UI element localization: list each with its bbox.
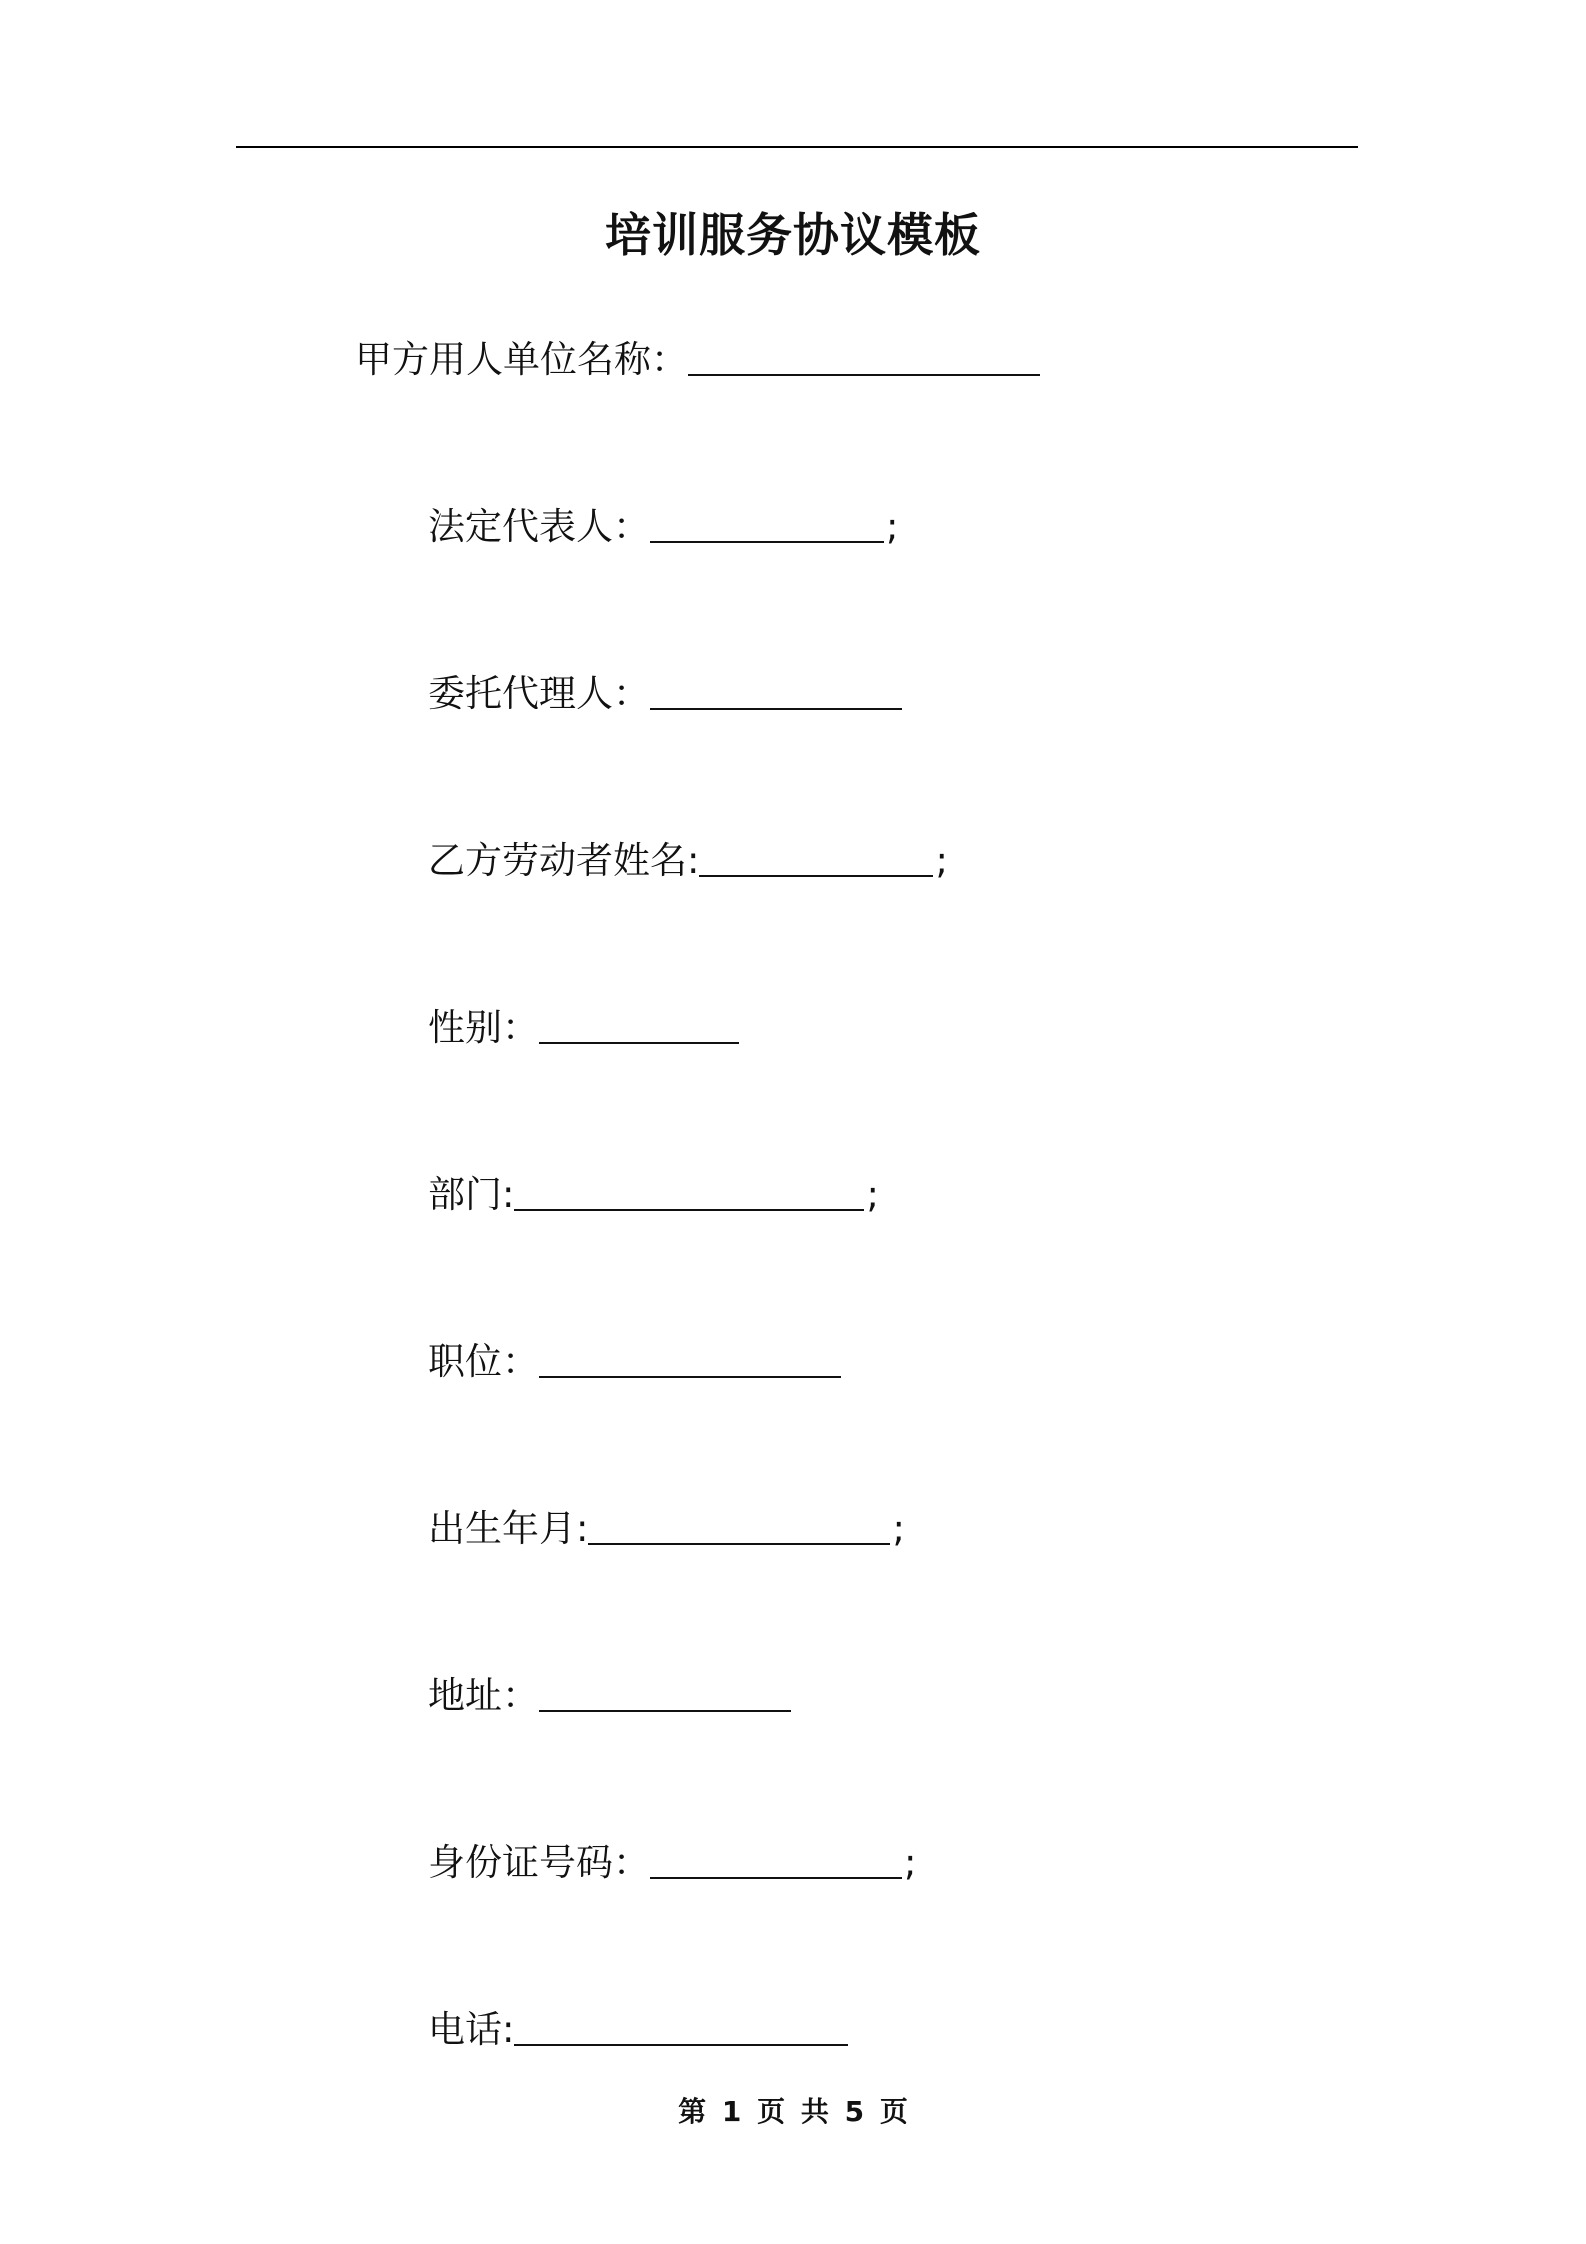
fill-blank[interactable] bbox=[699, 874, 933, 877]
field-party-a-name bbox=[355, 335, 1042, 385]
field-department bbox=[428, 1170, 879, 1220]
field-label: 地址： bbox=[428, 1674, 539, 1717]
field-birth-date bbox=[428, 1504, 905, 1554]
field-label: 乙方劳动者姓名: bbox=[428, 839, 700, 882]
fill-blank[interactable] bbox=[688, 373, 1040, 376]
fill-blank[interactable] bbox=[539, 1709, 791, 1712]
field-position bbox=[428, 1337, 843, 1387]
field-suffix: ; bbox=[866, 1173, 879, 1216]
field-address bbox=[428, 1671, 793, 1721]
field-label: 职位： bbox=[428, 1340, 539, 1383]
fill-blank[interactable] bbox=[650, 540, 884, 543]
fill-blank[interactable] bbox=[539, 1041, 739, 1044]
field-label: 出生年月: bbox=[428, 1507, 589, 1550]
document-title: 培训服务协议模板 bbox=[605, 208, 981, 262]
field-label: 电话: bbox=[428, 2008, 515, 2051]
header-rule bbox=[236, 146, 1358, 148]
field-label: 法定代表人： bbox=[428, 505, 650, 548]
field-label: 委托代理人： bbox=[428, 672, 650, 715]
field-suffix: ; bbox=[886, 505, 899, 548]
fill-blank[interactable] bbox=[650, 1876, 902, 1879]
fill-blank[interactable] bbox=[514, 2043, 848, 2046]
field-legal-representative bbox=[428, 502, 898, 552]
field-label: 甲方用人单位名称： bbox=[355, 338, 688, 381]
page-number-footer: 第 1 页 共 5 页 bbox=[678, 2095, 908, 2128]
field-id-number bbox=[428, 1838, 916, 1888]
fill-blank[interactable] bbox=[539, 1375, 841, 1378]
field-label: 性别： bbox=[428, 1006, 539, 1049]
field-authorized-agent bbox=[428, 669, 904, 719]
fill-blank[interactable] bbox=[514, 1208, 864, 1211]
field-party-b-name bbox=[428, 836, 948, 886]
field-gender bbox=[428, 1003, 741, 1053]
field-label: 身份证号码： bbox=[428, 1841, 650, 1884]
fill-blank[interactable] bbox=[588, 1542, 890, 1545]
field-suffix: ; bbox=[935, 839, 948, 882]
field-phone bbox=[428, 2005, 850, 2055]
field-suffix: ; bbox=[904, 1841, 917, 1884]
field-suffix: ; bbox=[892, 1507, 905, 1550]
fill-blank[interactable] bbox=[650, 707, 902, 710]
field-label: 部门: bbox=[428, 1173, 515, 1216]
